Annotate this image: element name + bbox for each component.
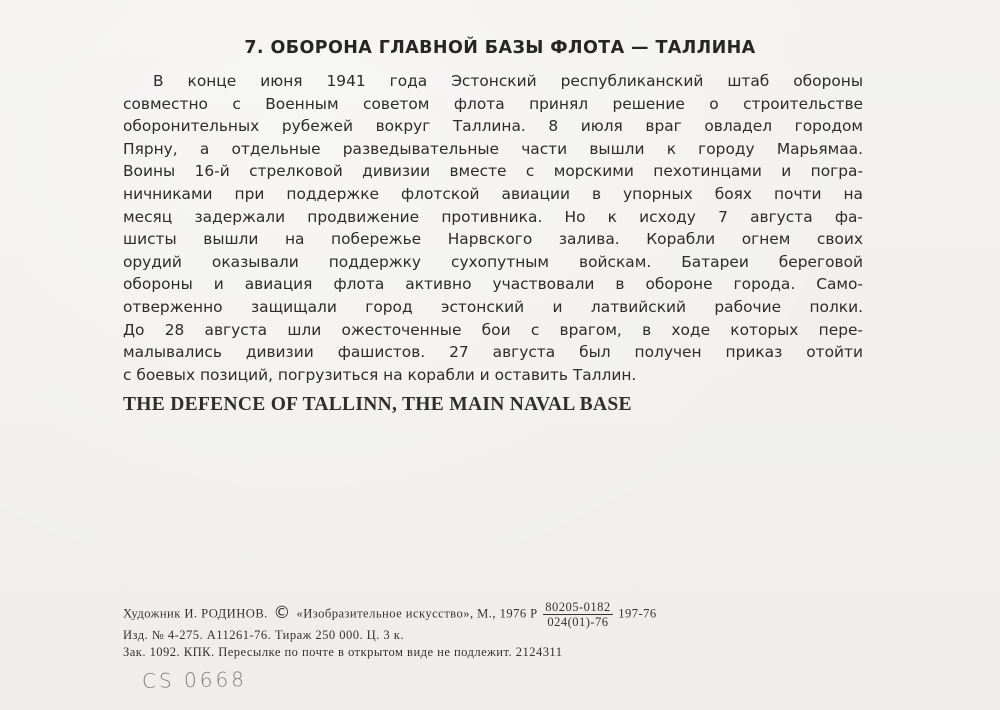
paragraph-line: месяц задержали продвижение противника. Но к исходу 7 августа фа- xyxy=(123,207,863,226)
paragraph-line: с боевых позиций, погрузиться на корабли и оставить Таллин. xyxy=(123,365,637,384)
paragraph-line: совместно с Военным советом флота принял решение о строительстве xyxy=(123,94,863,113)
paragraph-line: До 28 августа шли ожесточенные бои с врагом, в ходе которых пере- xyxy=(123,320,863,339)
artist-credit: Художник И. РОДИНОВ. xyxy=(123,606,268,621)
paragraph-line: Пярну, а отдельные разведывательные части вышли к городу Марьямаа. xyxy=(123,139,863,158)
paragraph-line: обороны и авиация флота активно участвовали в обороне города. Само- xyxy=(123,275,863,294)
description-paragraph xyxy=(123,70,863,386)
fraction-denominator: 024(01)-76 xyxy=(547,615,609,629)
paragraph-line: Воины 16-й стрелковой дивизии вместе с морскими пехотинцами и погра- xyxy=(123,162,863,181)
paragraph-line: орудий оказывали поддержку сухопутным войскам. Батареи береговой xyxy=(123,252,863,271)
page-title: 7. ОБОРОНА ГЛАВНОЙ БАЗЫ ФЛОТА — ТАЛЛИНА xyxy=(244,38,756,58)
imprint-line-3: Зак. 1092. КПК. Пересылке по почте в открытом виде не подлежит. 2124311 xyxy=(123,645,563,659)
paragraph-line: малывались дивизии фашистов. 27 августа был получен приказ отойти xyxy=(123,343,863,362)
publisher-info: «Изобразительное искусство», М., 1976 Р xyxy=(296,606,538,621)
paragraph-line: отверженно защищали город эстонский и латвийский рабочие полки. xyxy=(123,297,863,316)
paragraph-line: ничниками при поддержке флотской авиации в упорных боях почти на xyxy=(123,184,863,203)
paragraph-line: шисты вышли на побережье Нарвского залива. Корабли огнем своих xyxy=(123,230,863,249)
paragraph-line: В конце июня 1941 года Эстонский республиканский штаб обороны xyxy=(153,72,863,90)
paragraph-line: оборонительных рубежей вокруг Таллина. 8 июля враг овладел городом xyxy=(123,117,863,136)
copyright-icon: © xyxy=(273,603,291,624)
catalog-suffix: 197-76 xyxy=(618,606,657,621)
fraction-numerator: 80205-0182 xyxy=(545,600,611,614)
catalog-fraction xyxy=(543,600,612,629)
handwritten-catalog-code: CS 0668 xyxy=(141,667,248,693)
imprint-line-2: Изд. № 4-275. А11261-76. Тираж 250 000. Ц. 3 к. xyxy=(123,628,404,642)
english-title: THE DEFENCE OF TALLINN, THE MAIN NAVAL BASE xyxy=(123,394,632,415)
imprint-line-1 xyxy=(123,600,657,629)
